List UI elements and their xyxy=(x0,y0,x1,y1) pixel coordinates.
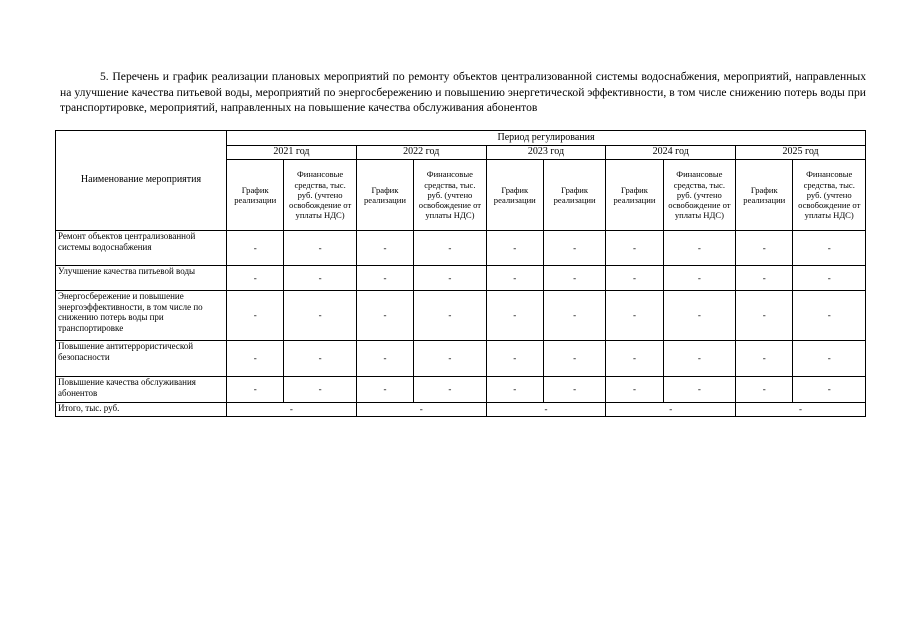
schedule-header: График реализации xyxy=(356,160,413,231)
table-cell: - xyxy=(606,231,663,266)
row-name: Ремонт объектов централизованной системы водоснабжения xyxy=(56,231,227,266)
table-cell: - xyxy=(227,231,284,266)
table-cell: - xyxy=(543,377,605,403)
table-cell: - xyxy=(414,377,486,403)
table-cell: - xyxy=(356,341,413,377)
table-cell: - xyxy=(486,341,543,377)
table-cell: - xyxy=(793,377,866,403)
year-header: 2021 год xyxy=(227,146,357,160)
schedule-header: График реализации xyxy=(486,160,543,231)
table-cell: - xyxy=(284,377,356,403)
table-cell: - xyxy=(486,377,543,403)
table-cell: - xyxy=(486,266,543,291)
period-header: Период регулирования xyxy=(227,131,866,146)
year-header: 2022 год xyxy=(356,146,486,160)
year-header: 2025 год xyxy=(736,146,866,160)
table-cell: - xyxy=(736,377,793,403)
table-cell: - xyxy=(543,341,605,377)
table-cell: - xyxy=(663,291,735,341)
table-cell: - xyxy=(414,231,486,266)
table-cell: - xyxy=(227,377,284,403)
table-cell: - xyxy=(606,266,663,291)
table-cell: - xyxy=(663,231,735,266)
year-header: 2023 год xyxy=(486,146,606,160)
table-cell: - xyxy=(793,266,866,291)
table-cell: - xyxy=(793,341,866,377)
table-row xyxy=(56,377,866,403)
row-name: Повышение качества обслуживания абонентов xyxy=(56,377,227,403)
table-cell: - xyxy=(606,291,663,341)
table-cell: - xyxy=(793,291,866,341)
total-row xyxy=(56,403,866,417)
finance-header: Финансовые средства, тыс. руб. (учтено освобождение от уплаты НДС) xyxy=(793,160,866,231)
schedule-header: График реализации xyxy=(606,160,663,231)
table-cell: - xyxy=(227,266,284,291)
table-cell: - xyxy=(414,266,486,291)
total-cell: - xyxy=(736,403,866,417)
finance-header: Финансовые средства, тыс. руб. (учтено освобождение от уплаты НДС) xyxy=(414,160,486,231)
table-row xyxy=(56,266,866,291)
table-cell: - xyxy=(736,231,793,266)
plan-table xyxy=(55,130,866,417)
table-cell: - xyxy=(284,266,356,291)
schedule-header: График реализации xyxy=(736,160,793,231)
finance-header: Финансовые средства, тыс. руб. (учтено освобождение от уплаты НДС) xyxy=(663,160,735,231)
table-cell: - xyxy=(543,291,605,341)
table-row xyxy=(56,341,866,377)
row-name: Энергосбережение и повышение энергоэффективности, в том числе по снижению потерь воды при транспортировке xyxy=(56,291,227,341)
table-cell: - xyxy=(486,291,543,341)
total-cell: - xyxy=(227,403,357,417)
table-cell: - xyxy=(543,231,605,266)
schedule-header: График реализации xyxy=(227,160,284,231)
table-cell: - xyxy=(414,341,486,377)
year-header: 2024 год xyxy=(606,146,736,160)
table-cell: - xyxy=(227,341,284,377)
table-cell: - xyxy=(543,266,605,291)
total-cell: - xyxy=(486,403,606,417)
table-cell: - xyxy=(736,341,793,377)
schedule-header: График реализации xyxy=(543,160,605,231)
table-cell: - xyxy=(486,231,543,266)
table-cell: - xyxy=(284,231,356,266)
finance-header: Финансовые средства, тыс. руб. (учтено освобождение от уплаты НДС) xyxy=(284,160,356,231)
table-row xyxy=(56,291,866,341)
table-cell: - xyxy=(356,291,413,341)
table-cell: - xyxy=(606,377,663,403)
total-cell: - xyxy=(356,403,486,417)
table-cell: - xyxy=(356,377,413,403)
table-cell: - xyxy=(736,291,793,341)
table-cell: - xyxy=(606,341,663,377)
total-label: Итого, тыс. руб. xyxy=(56,403,227,417)
table-cell: - xyxy=(663,341,735,377)
row-name: Повышение антитеррористической безопасности xyxy=(56,341,227,377)
table-cell: - xyxy=(663,266,735,291)
table-cell: - xyxy=(736,266,793,291)
table-row xyxy=(56,231,866,266)
row-name: Улучшение качества питьевой воды xyxy=(56,266,227,291)
table-cell: - xyxy=(284,341,356,377)
table-cell: - xyxy=(793,231,866,266)
table-cell: - xyxy=(356,266,413,291)
table-cell: - xyxy=(663,377,735,403)
name-column-header: Наименование мероприятия xyxy=(56,131,227,231)
table-cell: - xyxy=(284,291,356,341)
table-cell: - xyxy=(356,231,413,266)
section-heading: 5. Перечень и график реализации плановых мероприятий по ремонту объектов централизованной системы водоснабжения, мероприятий, направленных на улучшение качества питьевой воды, мероприятий по энергосбережению и повышению энергетической эффективности, в том числе снижению потерь воды при транспортировке, мероприятий, направленных на повышение качества обслуживания абонентов xyxy=(60,70,866,114)
total-cell: - xyxy=(606,403,736,417)
table-cell: - xyxy=(414,291,486,341)
header-row-period xyxy=(56,131,866,146)
table-cell: - xyxy=(227,291,284,341)
